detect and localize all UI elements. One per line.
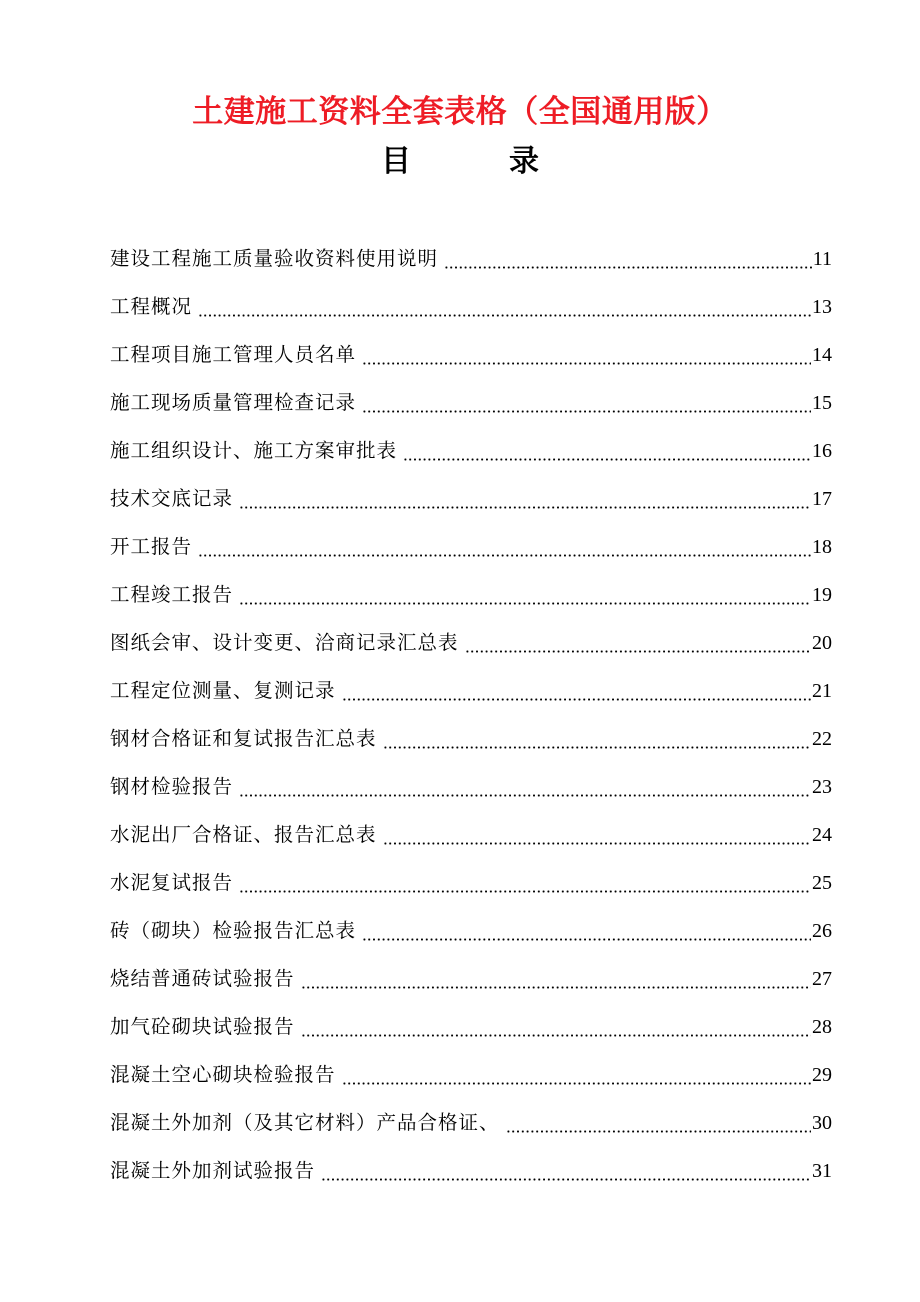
toc-entry-label: 混凝土外加剂（及其它材料）产品合格证、 [110, 1111, 500, 1134]
toc-dot-leader [465, 633, 811, 653]
toc-entry[interactable] [110, 571, 832, 619]
toc-heading-left: 目 [381, 144, 411, 179]
toc-entry[interactable] [110, 379, 832, 427]
toc-entry[interactable] [110, 427, 832, 475]
toc-dot-leader [383, 825, 811, 845]
table-of-contents [110, 235, 832, 1195]
toc-entry-label: 图纸会审、设计变更、洽商记录汇总表 [110, 631, 459, 654]
toc-dot-leader [239, 777, 811, 797]
toc-entry-page-number: 29 [812, 1064, 832, 1086]
toc-entry-page-number: 16 [812, 440, 832, 462]
toc-entry[interactable] [110, 859, 832, 907]
toc-entry-page-number: 23 [812, 776, 832, 798]
toc-dot-leader [301, 1017, 811, 1037]
toc-dot-leader [301, 969, 811, 989]
toc-entry[interactable] [110, 1099, 832, 1147]
toc-entry-page-number: 27 [812, 968, 832, 990]
toc-entry-label: 施工现场质量管理检查记录 [110, 391, 357, 414]
toc-entry-page-number: 30 [812, 1112, 832, 1134]
toc-entry-label: 工程定位测量、复测记录 [110, 679, 336, 702]
toc-entry-label: 开工报告 [110, 535, 193, 558]
toc-entry[interactable] [110, 1147, 832, 1195]
toc-dot-leader [239, 585, 811, 605]
toc-entry[interactable] [110, 523, 832, 571]
toc-dot-leader [321, 1161, 811, 1181]
toc-entry-page-number: 21 [812, 680, 832, 702]
toc-dot-leader [444, 249, 812, 269]
toc-entry-label: 钢材检验报告 [110, 775, 234, 798]
toc-entry-page-number: 15 [812, 392, 832, 414]
toc-entry-label: 建设工程施工质量验收资料使用说明 [110, 247, 439, 270]
toc-dot-leader [239, 489, 811, 509]
toc-entry-page-number: 28 [812, 1016, 832, 1038]
toc-entry-label: 工程项目施工管理人员名单 [110, 343, 357, 366]
toc-entry-label: 水泥出厂合格证、报告汇总表 [110, 823, 377, 846]
toc-dot-leader [198, 537, 811, 557]
toc-entry[interactable] [110, 667, 832, 715]
toc-entry-page-number: 20 [812, 632, 832, 654]
toc-dot-leader [239, 873, 811, 893]
toc-entry-label: 加气砼砌块试验报告 [110, 1015, 295, 1038]
toc-dot-leader [506, 1113, 811, 1133]
toc-dot-leader [383, 729, 811, 749]
toc-dot-leader [198, 297, 811, 317]
toc-entry-label: 水泥复试报告 [110, 871, 234, 894]
toc-entry-page-number: 31 [812, 1160, 832, 1182]
toc-entry-label: 烧结普通砖试验报告 [110, 967, 295, 990]
toc-entry-page-number: 24 [812, 824, 832, 846]
toc-entry[interactable] [110, 475, 832, 523]
toc-entry-label: 砖（砌块）检验报告汇总表 [110, 919, 357, 942]
toc-entry-label: 钢材合格证和复试报告汇总表 [110, 727, 377, 750]
toc-entry-page-number: 17 [812, 488, 832, 510]
toc-entry-page-number: 26 [812, 920, 832, 942]
toc-dot-leader [403, 441, 811, 461]
toc-entry-label: 工程概况 [110, 295, 193, 318]
toc-entry[interactable] [110, 763, 832, 811]
toc-entry-page-number: 13 [812, 296, 832, 318]
toc-entry[interactable] [110, 331, 832, 379]
toc-entry-page-number: 18 [812, 536, 832, 558]
toc-entry-page-number: 22 [812, 728, 832, 750]
toc-entry[interactable] [110, 619, 832, 667]
toc-dot-leader [342, 681, 811, 701]
toc-entry-label: 工程竣工报告 [110, 583, 234, 606]
toc-entry[interactable] [110, 907, 832, 955]
toc-entry[interactable] [110, 955, 832, 1003]
toc-entry[interactable] [110, 235, 832, 283]
toc-entry[interactable] [110, 811, 832, 859]
toc-heading-right: 录 [509, 144, 539, 179]
toc-entry[interactable] [110, 715, 832, 763]
toc-entry-page-number: 25 [812, 872, 832, 894]
toc-dot-leader [362, 393, 811, 413]
toc-dot-leader [362, 921, 811, 941]
toc-entry[interactable] [110, 283, 832, 331]
toc-dot-leader [362, 345, 811, 365]
toc-entry[interactable] [110, 1003, 832, 1051]
toc-entry-label: 混凝土空心砌块检验报告 [110, 1063, 336, 1086]
toc-entry-page-number: 14 [812, 344, 832, 366]
toc-entry-label: 混凝土外加剂试验报告 [110, 1159, 316, 1182]
toc-dot-leader [342, 1065, 811, 1085]
toc-entry-page-number: 19 [812, 584, 832, 606]
toc-entry[interactable] [110, 1051, 832, 1099]
document-title: 土建施工资料全套表格（全国通用版） [192, 94, 728, 130]
toc-entry-label: 技术交底记录 [110, 487, 234, 510]
toc-entry-label: 施工组织设计、施工方案审批表 [110, 439, 398, 462]
toc-heading [0, 140, 920, 184]
toc-entry-page-number: 11 [812, 248, 832, 270]
